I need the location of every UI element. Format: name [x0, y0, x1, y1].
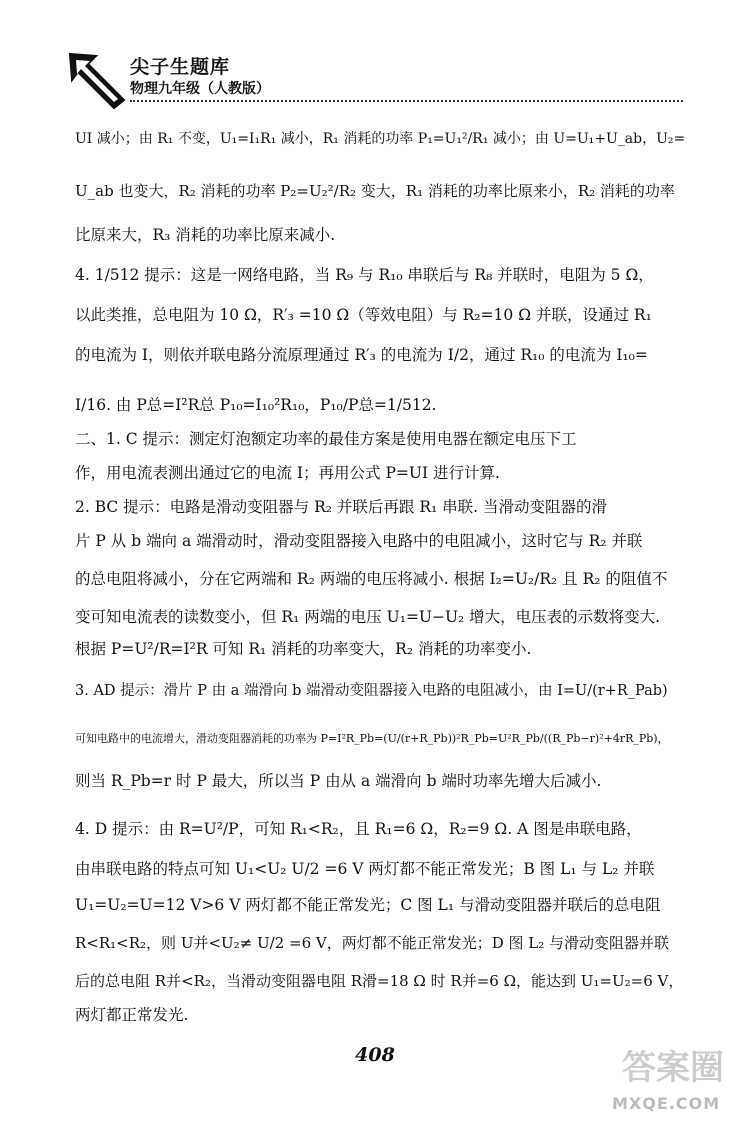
text-line: 2. BC 提示：电路是滑动变阻器与 R₂ 并联后再跟 R₁ 串联. 当滑动变阻器的滑 [75, 498, 608, 516]
text-line: 则当 R_Pb=r 时 P 最大，所以当 P 由从 a 端滑向 b 端时功率先增大后减小. [75, 772, 602, 790]
text-line: 4. 1/512 提示：这是一网络电路，当 R₉ 与 R₁₀ 串联后与 R₈ 并联时，电阻为 5 Ω， [75, 266, 654, 284]
header-divider [130, 100, 683, 102]
watermark-logo: 答案圈 [622, 1048, 724, 1088]
text-line: 变可知电流表的读数变小，但 R₁ 两端的电压 U₁=U−U₂ 增大，电压表的示数将变大. [75, 608, 661, 626]
text-line: UI 减小；由 R₁ 不变，U₁=I₁R₁ 减小，R₁ 消耗的功率 P₁=U₁²/R₁ 减小；由 U=U₁+U_ab，U₂= [75, 131, 686, 147]
text-line: 片 P 从 b 端向 a 端滑动时，滑动变阻器接入电路中的电阻减小，这时它与 R₂ 并联 [75, 532, 643, 550]
text-line: I/16. 由 P总=I²R总 P₁₀=I₁₀²R₁₀，P₁₀/P总=1/512. [75, 396, 437, 414]
text-line: 根据 P=U²/R=I²R 可知 R₁ 消耗的功率变大，R₂ 消耗的功率变小. [75, 640, 532, 658]
page-number: 408 [355, 1044, 395, 1066]
page-header [66, 50, 686, 110]
text-line: 由串联电路的特点可知 U₁<U₂ U/2 =6 V 两灯都不能正常发光；B 图 L₁ 与 L₂ 并联 [75, 860, 655, 878]
text-line: 作，用电流表测出通过它的电流 I；再用公式 P=UI 进行计算. [75, 464, 500, 482]
text-line: 4. D 提示：由 R=U²/P，可知 R₁<R₂，且 R₁=6 Ω，R₂=9 Ω. A 图是串联电路， [75, 820, 642, 838]
text-line: 二、1. C 提示：测定灯泡额定功率的最佳方案是使用电器在额定电压下工 [75, 430, 577, 448]
text-line: 3. AD 提示：滑片 P 由 a 端滑向 b 端滑动变阻器接入电路的电阻减小，由 I=U/(r+R_Pab) [75, 683, 668, 699]
text-line: 可知电路中的电流增大，滑动变阻器消耗的功率为 P=I²R_Pb=(U/(r+R_Pb))²R_Pb=U²R_Pb/((R_Pb−r)²+4rR_Pb)， [75, 732, 669, 745]
text-line: 的电流为 I，则依并联电路分流原理通过 R′₃ 的电流为 I/2，通过 R₁₀ 的电流为 I₁₀= [75, 346, 648, 364]
text-line: 两灯都正常发光. [75, 1006, 189, 1024]
text-line: 比原来大，R₃ 消耗的功率比原来减小. [75, 226, 336, 244]
arrow-logo-icon [66, 50, 128, 110]
book-series-title: 尖子生题库 [130, 56, 231, 78]
text-line: 以此类推，总电阻为 10 Ω，R′₃ =10 Ω（等效电阻）与 R₂=10 Ω 并联，设通过 R₁ [75, 306, 652, 324]
text-line: 的总电阻将减小，分在它两端和 R₂ 两端的电压将减小. 根据 I₂=U₂/R₂ 且 R₂ 的阻值不 [75, 570, 668, 588]
text-line: U_ab 也变大，R₂ 消耗的功率 P₂=U₂²/R₂ 变大，R₁ 消耗的功率比原来小，R₂ 消耗的功率 [75, 182, 675, 200]
watermark-url: MXQE.COM [612, 1094, 721, 1113]
text-line: U₁=U₂=U=12 V>6 V 两灯都不能正常发光；C 图 L₁ 与滑动变阻器并联后的总电阻 [75, 896, 661, 914]
watermark [612, 1040, 742, 1120]
text-line: R<R₁<R₂，则 U并<U₂≠ U/2 =6 V，两灯都不能正常发光；D 图 L₂ 与滑动变阻器并联 [75, 934, 670, 952]
text-line: 后的总电阻 R并<R₂，当滑动变阻器电阻 R滑=18 Ω 时 R并=6 Ω，能达到 U₁=U₂=6 V， [75, 972, 684, 990]
book-subtitle: 物理九年级（人教版） [130, 81, 270, 97]
